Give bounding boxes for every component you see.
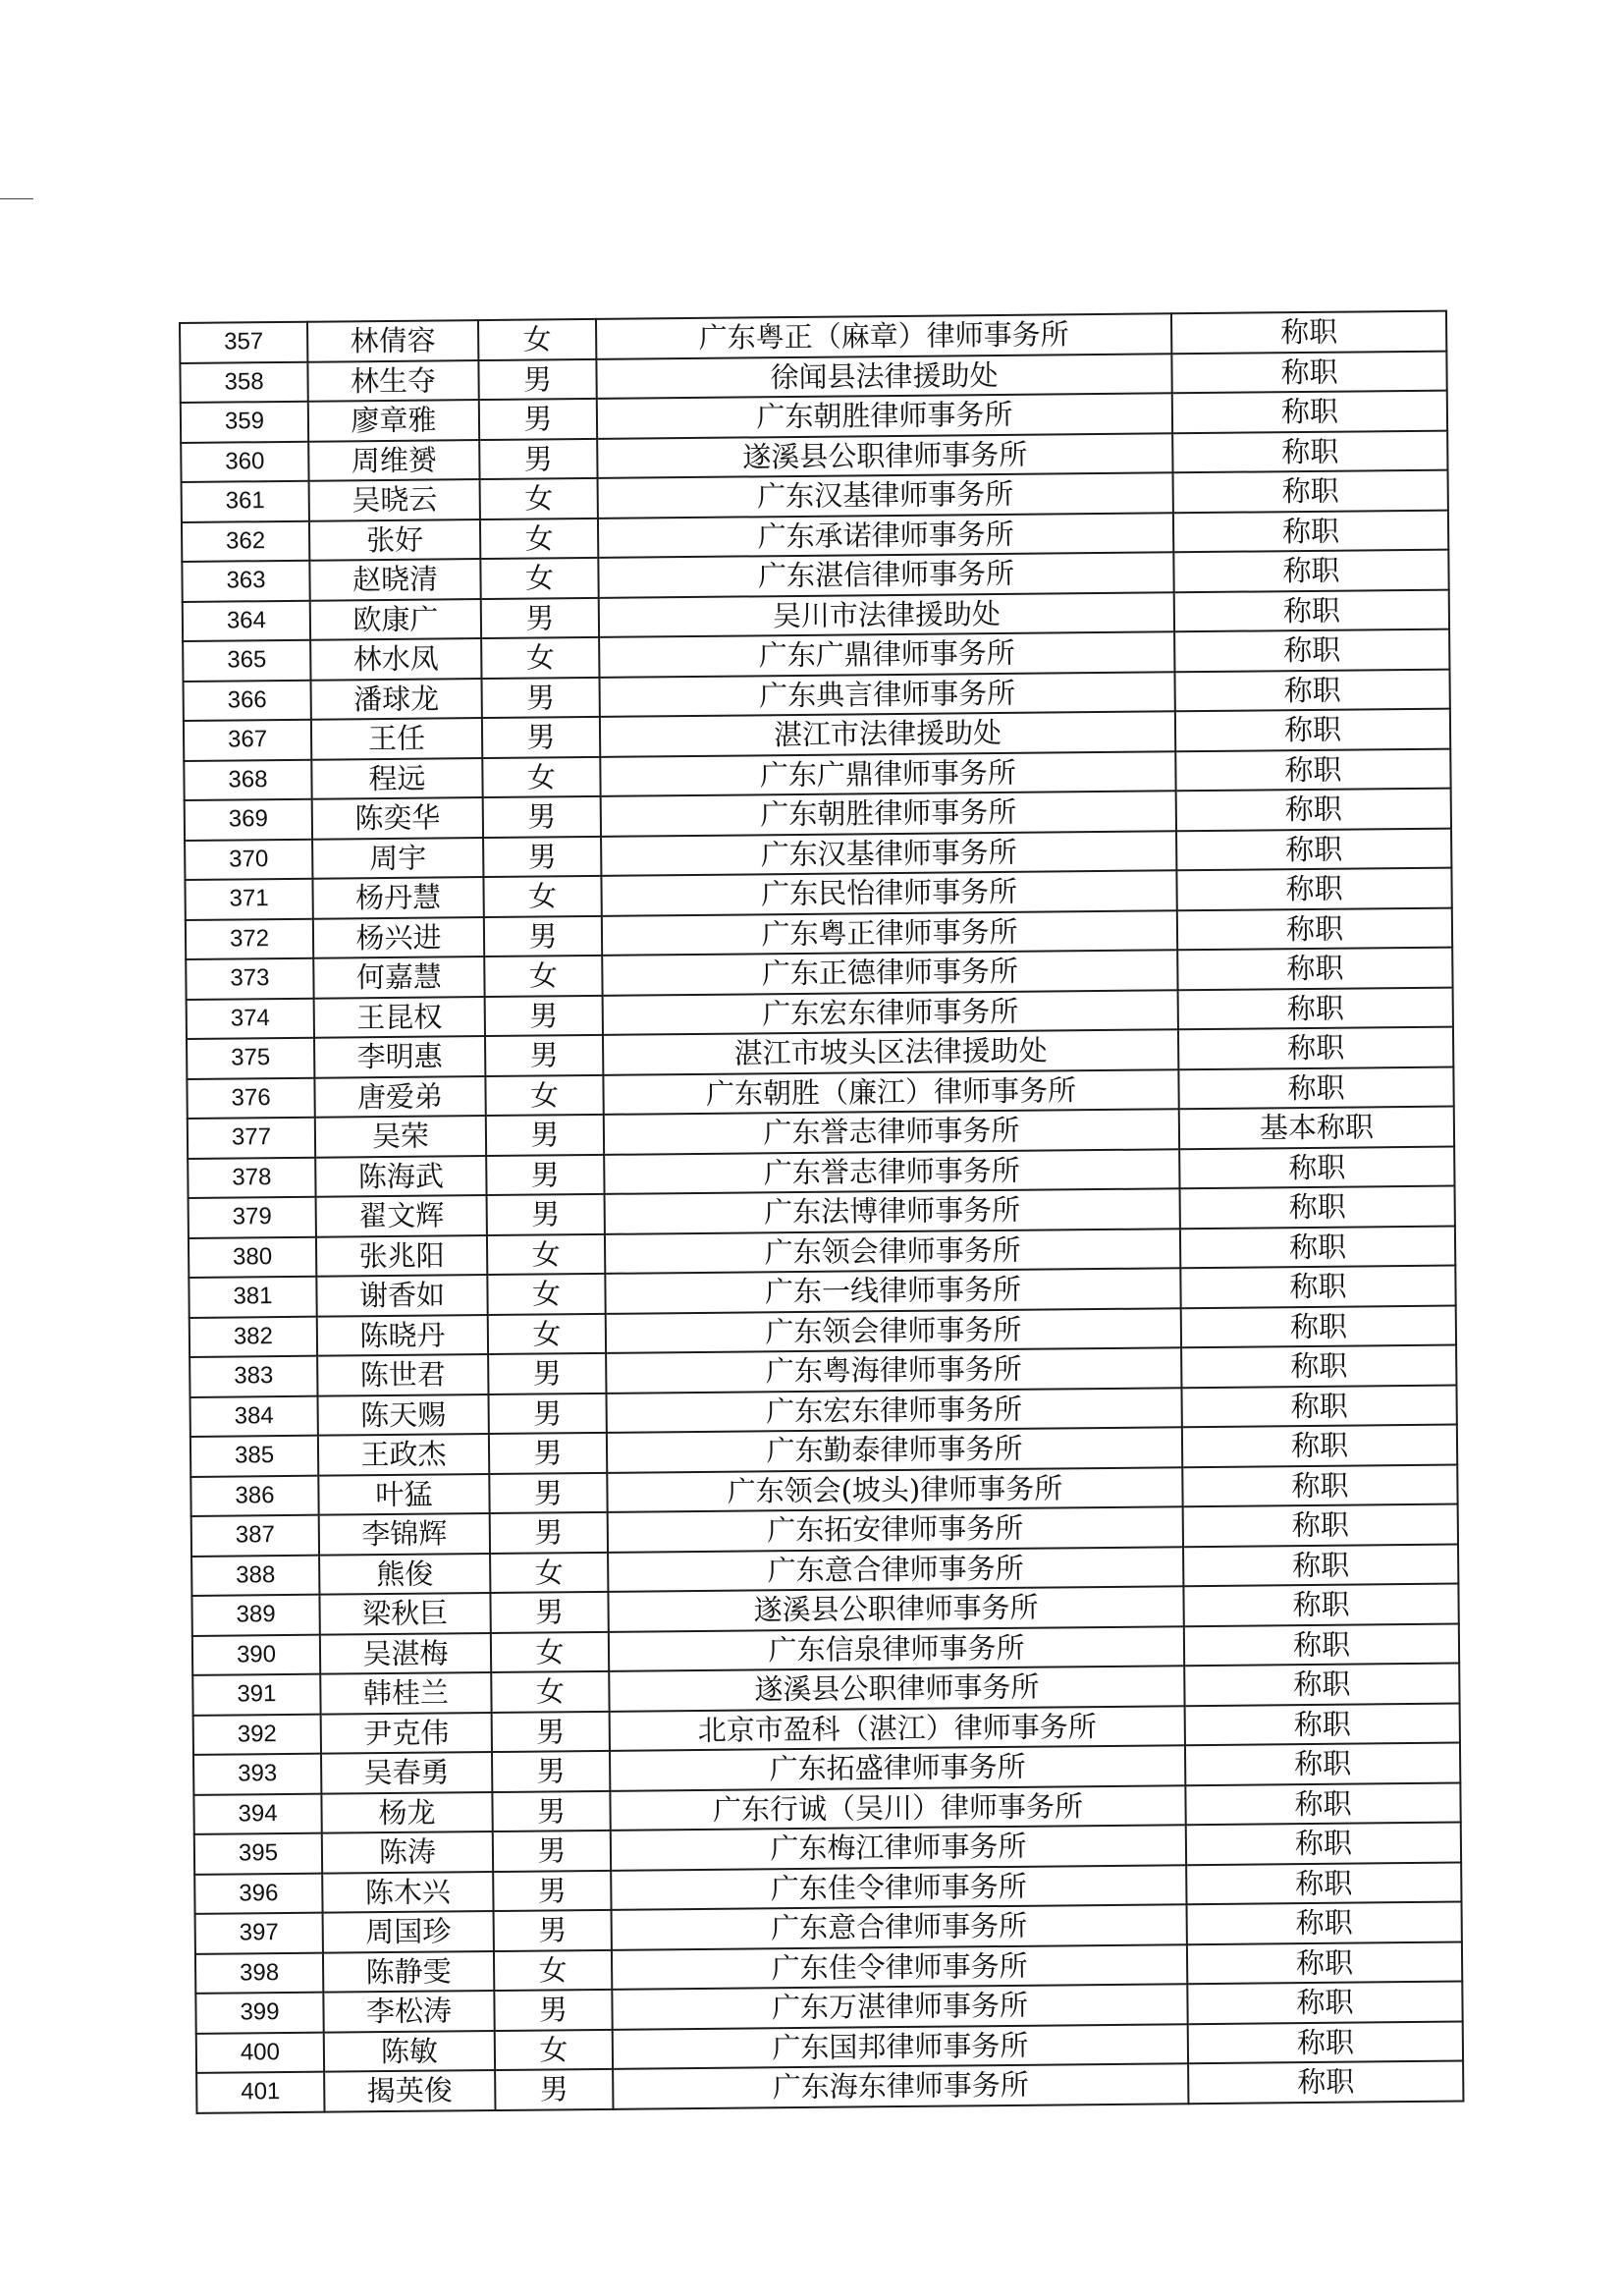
gender-cell: 女	[480, 518, 598, 559]
lawyer-name-cell: 翟文辉	[316, 1195, 487, 1236]
lawyer-name-cell: 陈奕华	[312, 797, 483, 839]
law-firm-cell: 广东正德律师事务所	[602, 950, 1177, 995]
assessment-result-cell: 称职	[1178, 987, 1453, 1029]
assessment-result-cell: 称职	[1182, 1464, 1457, 1506]
row-number-cell: 399	[195, 1993, 323, 2034]
assessment-result-cell: 称职	[1176, 828, 1451, 870]
gender-cell: 女	[483, 876, 601, 917]
row-number-cell: 368	[184, 759, 311, 800]
law-firm-cell: 广东汉基律师事务所	[598, 472, 1173, 518]
assessment-result-cell: 称职	[1183, 1504, 1458, 1547]
gender-cell: 女	[485, 1074, 603, 1116]
row-number-cell: 362	[182, 520, 309, 562]
law-firm-cell: 广东湛信律师事务所	[598, 552, 1173, 597]
row-number-cell: 379	[189, 1197, 316, 1238]
gender-cell: 男	[481, 597, 599, 638]
lawyer-name-cell: 廖章雅	[308, 400, 479, 441]
row-number-cell: 373	[186, 958, 313, 1000]
lawyer-name-cell: 王任	[311, 718, 482, 759]
assessment-result-cell: 称职	[1172, 430, 1447, 472]
row-number-cell: 363	[182, 561, 309, 602]
lawyer-name-cell: 陈静雯	[323, 1950, 494, 1992]
assessment-result-cell: 称职	[1186, 1823, 1461, 1865]
law-firm-cell: 广东朝胜律师事务所	[597, 393, 1172, 438]
lawyer-name-cell: 周维赟	[308, 440, 479, 481]
assessment-result-cell: 称职	[1184, 1623, 1459, 1666]
law-firm-cell: 广东朝胜（廉江）律师事务所	[603, 1069, 1178, 1115]
gender-cell: 男	[489, 1472, 607, 1513]
lawyer-name-cell: 杨丹慧	[312, 877, 483, 918]
lawyer-name-cell: 何嘉慧	[313, 957, 484, 998]
gender-cell: 男	[492, 1751, 610, 1792]
lawyer-name-cell: 林水凤	[310, 638, 481, 680]
gender-cell: 男	[478, 358, 596, 400]
gender-cell: 男	[494, 1990, 612, 2031]
gender-cell: 男	[485, 995, 603, 1036]
gender-cell: 男	[494, 1910, 612, 1951]
gender-cell: 男	[490, 1512, 608, 1554]
lawyer-name-cell: 叶猛	[318, 1474, 489, 1515]
row-number-cell: 376	[187, 1077, 314, 1119]
law-firm-cell: 广东佳令律师事务所	[612, 1944, 1187, 1990]
row-number-cell: 384	[190, 1395, 318, 1437]
roster-table-body	[180, 311, 1463, 2113]
assessment-result-cell: 称职	[1175, 748, 1450, 791]
law-firm-cell: 广东誉志律师事务所	[604, 1109, 1179, 1154]
assessment-result-cell: 称职	[1180, 1266, 1455, 1308]
lawyer-name-cell: 陈敏	[324, 2030, 495, 2071]
law-firm-cell: 广东国邦律师事务所	[613, 2024, 1188, 2069]
gender-cell: 男	[479, 399, 597, 440]
law-firm-cell: 遂溪县公职律师事务所	[597, 433, 1172, 478]
gender-cell: 男	[492, 1711, 610, 1752]
law-firm-cell: 广东汉基律师事务所	[601, 831, 1176, 876]
lawyer-name-cell: 吴春勇	[321, 1752, 492, 1793]
gender-cell: 男	[493, 1870, 611, 1911]
row-number-cell: 377	[188, 1118, 315, 1159]
law-firm-cell: 广东海东律师事务所	[613, 2063, 1188, 2108]
gender-cell: 男	[490, 1592, 608, 1633]
lawyer-name-cell: 熊俊	[319, 1554, 490, 1595]
assessment-result-cell: 称职	[1186, 1862, 1461, 1904]
lawyer-name-cell: 陈海武	[315, 1156, 486, 1197]
gender-cell: 男	[483, 796, 601, 838]
law-firm-cell: 广东广鼎律师事务所	[600, 751, 1175, 796]
row-number-cell: 392	[193, 1714, 321, 1755]
gender-cell: 女	[491, 1671, 609, 1713]
lawyer-name-cell: 陈天赐	[318, 1394, 489, 1436]
lawyer-name-cell: 杨兴进	[313, 917, 484, 958]
gender-cell: 男	[485, 1035, 603, 1076]
law-firm-cell: 湛江市法律援助处	[600, 711, 1175, 756]
law-firm-cell: 广东意合律师事务所	[608, 1547, 1183, 1592]
gender-cell: 男	[486, 1115, 604, 1156]
assessment-result-cell: 称职	[1177, 948, 1452, 990]
gender-cell: 女	[487, 1233, 605, 1275]
assessment-result-cell: 称职	[1176, 789, 1451, 831]
row-number-cell: 380	[189, 1236, 316, 1278]
gender-cell: 女	[495, 2029, 613, 2070]
gender-cell: 男	[484, 915, 602, 957]
law-firm-cell: 徐闻县法律援助处	[596, 354, 1171, 399]
assessment-result-cell: 称职	[1174, 629, 1449, 672]
gender-cell: 男	[482, 717, 600, 758]
lawyer-name-cell: 欧康广	[310, 599, 481, 640]
law-firm-cell: 广东一线律师事务所	[605, 1268, 1180, 1313]
assessment-result-cell: 称职	[1183, 1544, 1458, 1586]
row-number-cell: 361	[182, 481, 309, 522]
lawyer-name-cell: 唐爱弟	[314, 1076, 485, 1118]
assessment-result-cell: 称职	[1171, 351, 1446, 393]
row-number-cell: 401	[196, 2072, 324, 2113]
gender-cell: 女	[484, 956, 602, 997]
row-number-cell: 371	[185, 879, 312, 920]
gender-cell: 女	[494, 1949, 612, 1991]
law-firm-cell: 广东粤正律师事务所	[602, 910, 1177, 956]
assessment-result-cell: 称职	[1185, 1743, 1460, 1785]
row-number-cell: 386	[190, 1475, 318, 1516]
assessment-result-cell: 称职	[1181, 1345, 1456, 1388]
law-firm-cell: 广东行诚（吴川）律师事务所	[610, 1785, 1185, 1831]
law-firm-cell: 广东领会律师事务所	[606, 1308, 1181, 1353]
assessment-result-cell: 称职	[1185, 1782, 1460, 1825]
lawyer-name-cell: 周宇	[312, 838, 483, 879]
roster-table	[179, 310, 1464, 2114]
gender-cell: 女	[490, 1552, 608, 1593]
gender-cell: 女	[482, 756, 600, 797]
row-number-cell: 387	[191, 1515, 319, 1557]
lawyer-name-cell: 吴晓云	[309, 479, 480, 520]
margin-mark	[0, 198, 33, 199]
lawyer-name-cell: 李明惠	[314, 1036, 485, 1077]
lawyer-name-cell: 陈木兴	[322, 1871, 493, 1912]
law-firm-cell: 广东梅江律师事务所	[611, 1825, 1186, 1870]
law-firm-cell: 湛江市坡头区法律援助处	[603, 1029, 1178, 1074]
law-firm-cell: 广东典言律师事务所	[599, 672, 1174, 717]
row-number-cell: 369	[185, 799, 312, 841]
assessment-result-cell: 称职	[1184, 1664, 1459, 1706]
assessment-result-cell: 称职	[1180, 1186, 1455, 1229]
assessment-result-cell: 称职	[1179, 1146, 1454, 1188]
gender-cell: 女	[488, 1313, 606, 1354]
row-number-cell: 364	[183, 600, 310, 641]
lawyer-name-cell: 尹克伟	[321, 1713, 492, 1754]
lawyer-name-cell: 韩桂兰	[320, 1672, 491, 1714]
lawyer-name-cell: 杨龙	[321, 1792, 492, 1833]
row-number-cell: 400	[196, 2032, 324, 2073]
row-number-cell: 357	[180, 322, 307, 363]
row-number-cell: 395	[194, 1833, 322, 1875]
row-number-cell: 381	[189, 1277, 316, 1318]
row-number-cell: 382	[189, 1316, 317, 1357]
law-firm-cell: 广东承诺律师事务所	[598, 513, 1173, 558]
law-firm-cell: 遂溪县公职律师事务所	[609, 1666, 1184, 1711]
law-firm-cell: 广东宏东律师事务所	[603, 990, 1178, 1035]
row-number-cell: 374	[187, 998, 314, 1039]
lawyer-name-cell: 程远	[311, 758, 482, 799]
assessment-result-cell: 称职	[1173, 470, 1448, 513]
row-number-cell: 385	[190, 1436, 318, 1477]
lawyer-name-cell: 周国珍	[323, 1911, 494, 1952]
row-number-cell: 359	[181, 402, 308, 443]
row-number-cell: 365	[183, 640, 310, 682]
gender-cell: 女	[480, 558, 598, 599]
lawyer-name-cell: 王昆权	[314, 997, 485, 1038]
row-number-cell: 389	[191, 1595, 319, 1636]
gender-cell: 女	[481, 637, 599, 679]
lawyer-name-cell: 李松涛	[323, 1991, 494, 2032]
row-number-cell: 391	[192, 1674, 320, 1716]
gender-cell: 男	[483, 836, 601, 877]
lawyer-name-cell: 陈世君	[317, 1354, 488, 1395]
row-number-cell: 390	[192, 1634, 320, 1675]
row-number-cell: 396	[194, 1873, 322, 1914]
lawyer-name-cell: 赵晓清	[309, 559, 480, 600]
row-number-cell: 360	[181, 441, 308, 482]
lawyer-name-cell: 揭英俊	[324, 2070, 495, 2111]
lawyer-name-cell: 林倩容	[307, 320, 478, 361]
law-firm-cell: 广东意合律师事务所	[612, 1904, 1187, 1949]
lawyer-name-cell: 陈晓丹	[317, 1315, 488, 1356]
law-firm-cell: 广东誉志律师事务所	[604, 1149, 1179, 1194]
row-number-cell: 366	[184, 680, 311, 721]
law-firm-cell: 北京市盈科（湛江）律师事务所	[610, 1706, 1185, 1751]
law-firm-cell: 遂溪县公职律师事务所	[608, 1586, 1183, 1631]
assessment-result-cell: 称职	[1178, 1027, 1453, 1069]
gender-cell: 男	[495, 2069, 613, 2110]
gender-cell: 男	[493, 1831, 611, 1872]
law-firm-cell: 广东拓盛律师事务所	[610, 1745, 1185, 1790]
law-firm-cell: 广东信泉律师事务所	[609, 1626, 1184, 1671]
law-firm-cell: 广东领会律师事务所	[605, 1229, 1180, 1274]
law-firm-cell: 广东粤海律师事务所	[606, 1347, 1181, 1393]
law-firm-cell: 广东佳令律师事务所	[611, 1865, 1186, 1910]
gender-cell: 女	[478, 319, 596, 360]
row-number-cell: 370	[185, 839, 312, 880]
law-firm-cell: 广东粤正（麻章）律师事务所	[596, 313, 1171, 358]
assessment-result-cell: 称职	[1185, 1703, 1460, 1745]
row-number-cell: 383	[189, 1356, 317, 1397]
assessment-result-cell: 称职	[1187, 1902, 1462, 1944]
row-number-cell: 398	[195, 1952, 323, 1994]
lawyer-name-cell: 王政杰	[318, 1434, 489, 1475]
row-number-cell: 378	[188, 1157, 315, 1198]
law-firm-cell: 广东勤泰律师事务所	[607, 1427, 1182, 1472]
law-firm-cell: 广东民怡律师事务所	[601, 870, 1176, 915]
gender-cell: 男	[488, 1393, 606, 1434]
lawyer-name-cell: 陈涛	[322, 1831, 493, 1873]
assessment-result-cell: 称职	[1177, 907, 1452, 950]
law-firm-cell: 广东宏东律师事务所	[606, 1388, 1181, 1433]
assessment-result-cell: 称职	[1188, 2061, 1463, 2104]
row-number-cell: 375	[187, 1038, 314, 1079]
assessment-result-cell: 称职	[1181, 1385, 1456, 1427]
assessment-result-cell: 称职	[1181, 1305, 1456, 1347]
gender-cell: 男	[486, 1154, 604, 1195]
law-firm-cell: 广东法博律师事务所	[605, 1188, 1180, 1233]
law-firm-cell: 广东广鼎律师事务所	[599, 631, 1174, 677]
law-firm-cell: 广东领会(坡头)律师事务所	[607, 1467, 1182, 1512]
gender-cell: 女	[487, 1274, 605, 1315]
lawyer-name-cell: 张好	[309, 519, 480, 561]
gender-cell: 男	[487, 1194, 605, 1235]
assessment-result-cell: 称职	[1175, 709, 1450, 751]
lawyer-name-cell: 李锦辉	[319, 1513, 490, 1555]
assessment-result-cell: 称职	[1178, 1066, 1453, 1109]
assessment-result-cell: 称职	[1173, 510, 1448, 552]
assessment-result-cell: 称职	[1172, 391, 1447, 433]
row-number-cell: 393	[193, 1754, 321, 1795]
lawyer-name-cell: 张兆阳	[316, 1235, 487, 1277]
gender-cell: 女	[480, 478, 598, 519]
gender-cell: 女	[491, 1631, 609, 1672]
row-number-cell: 367	[184, 720, 311, 761]
assessment-result-cell: 称职	[1183, 1584, 1458, 1626]
assessment-result-cell: 称职	[1173, 550, 1448, 592]
lawyer-name-cell: 吴荣	[315, 1116, 486, 1157]
assessment-result-cell: 称职	[1174, 669, 1449, 711]
assessment-result-cell: 称职	[1171, 311, 1446, 354]
assessment-result-cell: 称职	[1187, 1982, 1462, 2024]
law-firm-cell: 广东万湛律师事务所	[612, 1984, 1187, 2029]
assessment-result-cell: 称职	[1176, 868, 1451, 910]
law-firm-cell: 广东朝胜律师事务所	[601, 791, 1176, 836]
roster-table-wrapper	[179, 310, 1462, 2114]
law-firm-cell: 广东拓安律师事务所	[608, 1506, 1183, 1552]
row-number-cell: 372	[186, 918, 313, 959]
assessment-result-cell: 基本称职	[1179, 1107, 1454, 1149]
assessment-result-cell: 称职	[1187, 1941, 1462, 1984]
gender-cell: 男	[481, 677, 599, 718]
gender-cell: 男	[492, 1790, 610, 1831]
assessment-result-cell: 称职	[1180, 1226, 1455, 1268]
gender-cell: 男	[489, 1433, 607, 1474]
assessment-result-cell: 称职	[1188, 2021, 1463, 2063]
row-number-cell: 388	[191, 1555, 319, 1596]
row-number-cell: 358	[180, 361, 307, 403]
lawyer-name-cell: 吴湛梅	[320, 1633, 491, 1674]
law-firm-cell: 吴川市法律援助处	[599, 592, 1174, 637]
gender-cell: 男	[488, 1353, 606, 1394]
lawyer-name-cell: 林生夺	[307, 360, 478, 402]
row-number-cell: 394	[193, 1793, 321, 1834]
lawyer-name-cell: 梁秋巨	[319, 1593, 490, 1634]
row-number-cell: 397	[195, 1913, 323, 1954]
assessment-result-cell: 称职	[1182, 1425, 1457, 1467]
lawyer-name-cell: 谢香如	[316, 1275, 487, 1316]
lawyer-name-cell: 潘球龙	[311, 679, 482, 720]
assessment-result-cell: 称职	[1174, 589, 1449, 631]
gender-cell: 男	[479, 438, 597, 479]
